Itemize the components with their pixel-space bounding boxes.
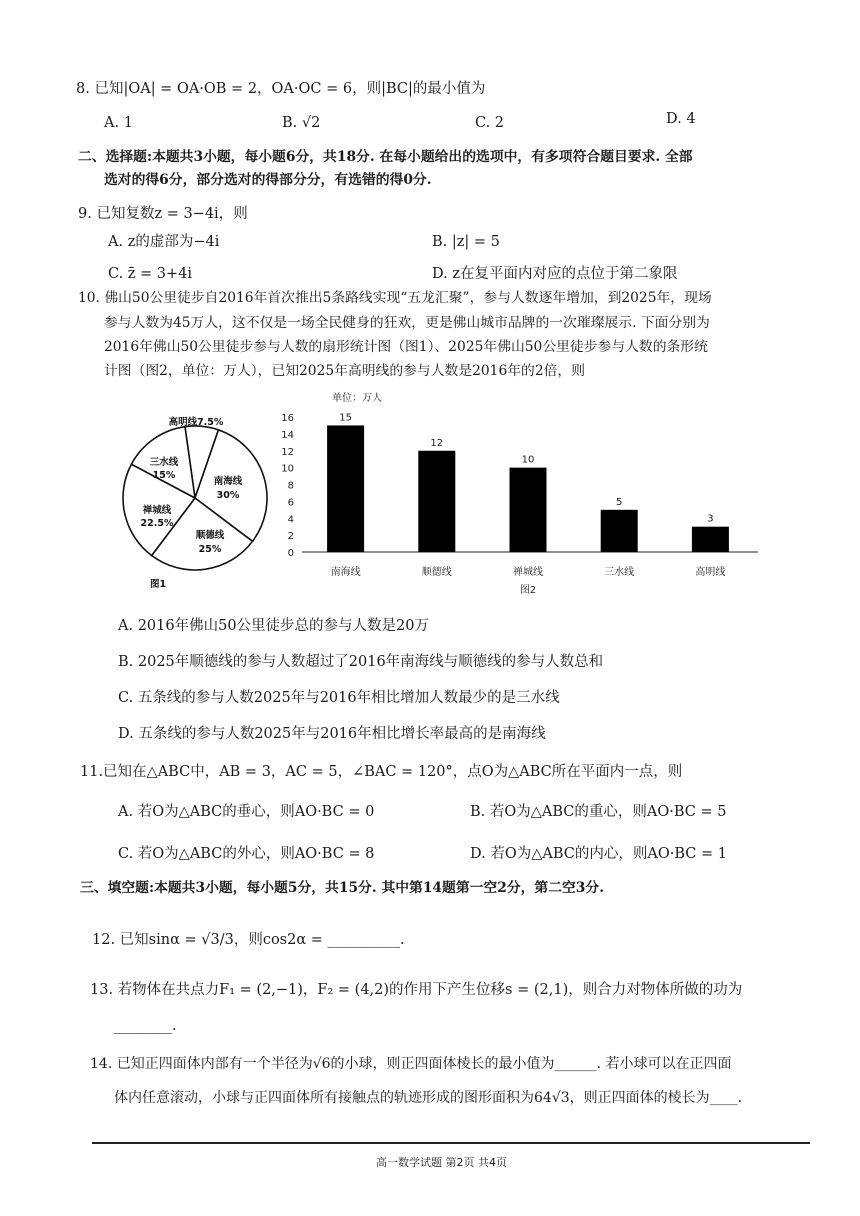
bar-category-label: 顺德线: [421, 567, 452, 578]
y-tick-label: 2: [287, 531, 294, 543]
q9-option-a: A. z的虚部为−4i: [108, 234, 220, 250]
q10-stem-line3: 2016年佛山50公里徒步参与人数的扇形统计图（图1）、2025年佛山50公里徒步参与人数的条形统: [104, 339, 708, 355]
y-tick-label: 8: [287, 480, 294, 492]
q13-stem: 13. 若物体在共点力F₁ = (2,−1)，F₂ = (4,2)的作用下产生位移s = (2,1)，则合力对物体所做的功为: [90, 982, 743, 998]
bar-category-label: 禅城线: [513, 567, 543, 578]
q9-stem: 9. 已知复数z = 3−4i，则: [78, 206, 248, 222]
y-tick-label: 16: [281, 413, 294, 424]
q8-option-b: B. √2: [282, 115, 321, 131]
pie-label-nanhai: 南海线: [213, 476, 243, 487]
q10-option-a: A. 2016年佛山50公里徒步总的参与人数是20万: [118, 618, 429, 634]
pie-pct-nanhai: 30%: [216, 490, 240, 501]
q8-option-c: C. 2: [475, 115, 505, 131]
bar-chart-unit: 单位：万人: [332, 393, 382, 404]
q10-option-b: B. 2025年顺德线的参与人数超过了2016年南海线与顺德线的参与人数总和: [118, 654, 604, 670]
q11-option-a: A. 若O为△ABC的垂心，则AO·BC = 0: [118, 804, 375, 820]
pie-label-sanshui: 三水线: [149, 457, 179, 468]
figure2-bar-chart: [280, 390, 770, 596]
y-tick-label: 6: [287, 497, 294, 509]
page-footer: 高一数学试题 第2页 共4页: [376, 1156, 507, 1169]
q11-option-d: D. 若O为△ABC的内心，则AO·BC = 1: [470, 846, 727, 862]
pie-pct-chancheng: 22.5%: [140, 518, 174, 529]
pie-label-chancheng: 禅城线: [142, 505, 172, 516]
q9-option-c: C. z̄ = 3+4i: [108, 266, 193, 282]
bar-value-label: 12: [430, 437, 444, 449]
q8-stem: 8. 已知|OA| = OA·OB = 2，OA·OC = 6，则|BC|的最小值为: [76, 81, 486, 97]
y-tick-label: 4: [287, 514, 294, 526]
section2-heading-cont: 选对的得6分，部分选对的得部分分，有选错的得0分.: [104, 172, 432, 188]
q10-stem-line2: 参与人数为45万人，这不仅是一场全民健身的狂欢，更是佛山城市品牌的一次璀璨展示. 下面分别为: [104, 315, 710, 331]
bar-3: [601, 510, 638, 552]
q14-stem-line1: 14. 已知正四面体内部有一个半径为√6的小球，则正四面体棱长的最小值为______. 若小球可以在正四面: [90, 1056, 732, 1072]
bar-category-label: 南海线: [330, 567, 361, 578]
q13-blank: ________.: [114, 1018, 177, 1034]
q10-stem-line4: 计图（图2，单位：万人），已知2025年高明线的参与人数是2016年的2倍，则: [104, 363, 585, 379]
q8-option-a: A. 1: [104, 115, 133, 131]
q10-option-d: D. 五条线的参与人数2025年与2016年相比增长率最高的是南海线: [118, 726, 546, 742]
pie-label-gaoming: 高明线7.5%: [168, 417, 224, 428]
pie-label-shunde: 顺德线: [195, 530, 225, 541]
bar-value-label: 3: [707, 513, 714, 525]
pie-pct-shunde: 25%: [198, 544, 222, 555]
section2-heading: 二、选择题:本题共3小题，每小题6分，共18分. 在每小题给出的选项中，有多项符合题目要求. 全部: [78, 149, 693, 165]
y-tick-label: 0: [287, 548, 294, 559]
q9-option-b: B. |z| = 5: [432, 234, 500, 250]
y-tick-label: 14: [281, 429, 294, 441]
footer-rule: [92, 1142, 810, 1144]
bar-category-label: 三水线: [604, 567, 635, 578]
bar-value-label: 10: [521, 454, 535, 466]
q12-stem: 12. 已知sinα = √3/3，则cos2α = __________.: [92, 932, 405, 948]
section3-heading: 三、填空题:本题共3小题，每小题5分，共15分. 其中第14题第一空2分，第二空3分.: [80, 880, 605, 896]
q11-stem: 11.已知在△ABC中，AB = 3，AC = 5，∠BAC = 120°，点O为△ABC所在平面内一点，则: [80, 764, 683, 780]
bar-2: [510, 468, 547, 552]
q14-stem-line2: 体内任意滚动，小球与正四面体所有接触点的轨迹形成的图形面积为64√3，则正四面体的棱长为____.: [114, 1090, 743, 1106]
pie-pct-sanshui: 15%: [152, 470, 176, 481]
q11-option-b: B. 若O为△ABC的重心，则AO·BC = 5: [470, 804, 727, 820]
bar-value-label: 15: [339, 412, 352, 424]
bar-4: [692, 527, 729, 552]
q11-option-c: C. 若O为△ABC的外心，则AO·BC = 8: [118, 846, 375, 862]
bar-1: [418, 451, 455, 552]
figure2-caption: 图2: [519, 585, 537, 596]
figure1-pie-chart: [120, 408, 280, 598]
q8-option-d: D. 4: [666, 111, 696, 127]
figure1-caption: 图1: [149, 579, 167, 590]
q10-option-c: C. 五条线的参与人数2025年与2016年相比增加人数最少的是三水线: [118, 690, 560, 706]
y-tick-label: 10: [281, 463, 294, 475]
q9-option-d: D. z在复平面内对应的点位于第二象限: [432, 266, 678, 282]
y-tick-label: 12: [281, 446, 294, 458]
bar-category-label: 高明线: [695, 567, 726, 578]
q10-stem-line1: 10. 佛山50公里徒步自2016年首次推出5条路线实现“五龙汇聚”，参与人数逐年增加，到2025年，现场: [78, 290, 712, 306]
bar-value-label: 5: [616, 496, 623, 508]
bar-0: [327, 425, 364, 552]
